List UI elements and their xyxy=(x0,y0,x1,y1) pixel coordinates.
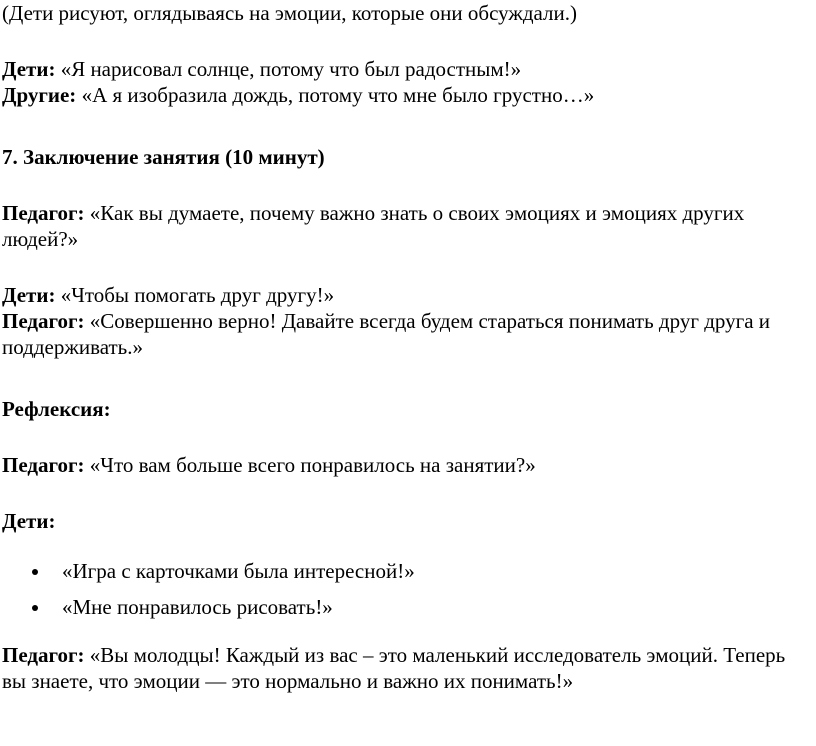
bullet-icon xyxy=(32,569,38,575)
speaker-label: Другие: xyxy=(2,83,77,107)
speaker-label: Педагог: xyxy=(2,643,85,667)
speaker-label: Дети: xyxy=(2,283,56,307)
dialog-line xyxy=(2,642,802,694)
answer-list xyxy=(2,558,802,620)
speech-text: «Вы молодцы! Каждый из вас – это маленький исследователь эмоций. Теперь вы знаете, что эмоции — это нормально и важно их понимать!» xyxy=(2,643,786,693)
dialog-line xyxy=(2,452,802,478)
bullet-icon xyxy=(32,605,38,611)
intro-text: (Дети рисуют, оглядываясь на эмоции, которые они обсуждали.) xyxy=(2,1,578,25)
speaker-label: Педагог: xyxy=(2,309,85,333)
dialog-line xyxy=(2,200,802,252)
speech-text: «Совершенно верно! Давайте всегда будем стараться понимать друг друга и поддерживать.» xyxy=(2,309,771,359)
speech-text: «Я нарисовал солнце, потому что был радостным!» xyxy=(55,57,522,81)
speech-text: «Чтобы помогать друг другу!» xyxy=(55,283,335,307)
dialog-line xyxy=(2,308,802,360)
dialog-line xyxy=(2,82,802,108)
speaker-label: Дети: xyxy=(2,57,56,81)
speech-text: «А я изобразила дождь, потому что мне было грустно…» xyxy=(76,83,595,107)
speech-text: «Что вам больше всего понравилось на занятии?» xyxy=(84,453,536,477)
dialog-line xyxy=(2,56,802,82)
intro-paragraph xyxy=(2,0,802,26)
dialog-line xyxy=(2,282,802,308)
speaker-label: Педагог: xyxy=(2,201,85,225)
section-heading: Рефлексия: xyxy=(2,397,111,421)
answer-text: «Мне понравилось рисовать!» xyxy=(62,595,333,619)
answer-text: «Игра с карточками была интересной!» xyxy=(62,559,415,583)
document-page xyxy=(2,0,802,694)
speaker-label: Дети: xyxy=(2,509,56,533)
list-item xyxy=(2,594,802,620)
list-item xyxy=(2,558,802,584)
speaker-label: Педагог: xyxy=(2,453,85,477)
section-heading: 7. Заключение занятия (10 минут) xyxy=(2,145,325,169)
speech-text: «Как вы думаете, почему важно знать о своих эмоциях и эмоциях других людей?» xyxy=(2,201,745,251)
